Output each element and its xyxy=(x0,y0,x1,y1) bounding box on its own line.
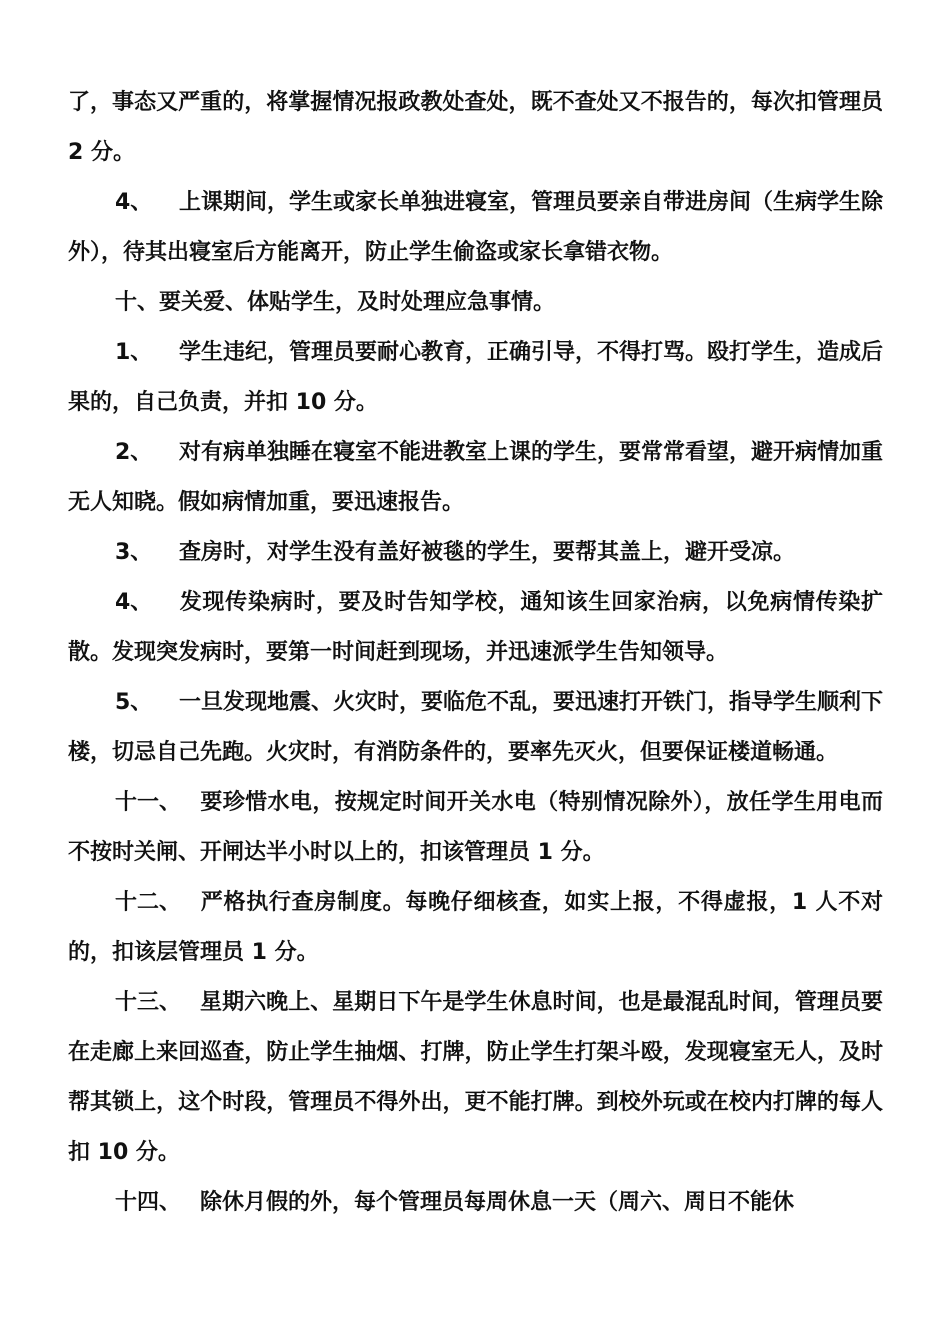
item-number: 3、 xyxy=(115,540,153,565)
section-number: 十二、 xyxy=(115,890,182,915)
paragraph-item xyxy=(68,428,883,528)
paragraph-text: 星期六晚上、星期日下午是学生休息时间，也是最混乱时间，管理员要在走廊上来回巡查，防止学生抽烟、打牌，防止学生打架斗殴，发现寝室无人，及时帮其锁上，这个时段，管理员不得外出，更不能打牌。到校外玩或在校内打牌的每人扣 10 分。 xyxy=(68,990,883,1165)
paragraph-section xyxy=(68,878,883,978)
item-number: 1、 xyxy=(115,340,153,365)
paragraph-text: 学生违纪，管理员要耐心教育，正确引导，不得打骂。殴打学生，造成后果的，自己负责，并扣 10 分。 xyxy=(68,340,884,415)
section-number: 十三、 xyxy=(115,990,182,1015)
paragraph-text: 一旦发现地震、火灾时，要临危不乱，要迅速打开铁门，指导学生顺利下楼，切忌自己先跑。火灾时，有消防条件的，要率先灭火，但要保证楼道畅通。 xyxy=(68,690,884,765)
paragraph-item xyxy=(68,328,883,428)
paragraph-text: 对有病单独睡在寝室不能进教室上课的学生，要常常看望，避开病情加重无人知晓。假如病情加重，要迅速报告。 xyxy=(68,440,884,515)
paragraph-text: 发现传染病时，要及时告知学校，通知该生回家治病，以免病情传染扩散。发现突发病时，要第一时间赶到现场，并迅速派学生告知领导。 xyxy=(68,590,883,665)
paragraph-section xyxy=(68,1178,883,1228)
paragraph-item xyxy=(68,578,883,678)
paragraph-section xyxy=(68,778,883,878)
paragraph-text: 要珍惜水电，按规定时间开关水电（特别情况除外），放任学生用电而不按时关闸、开闸达半小时以上的，扣该管理员 1 分。 xyxy=(68,790,883,865)
paragraph-text: 严格执行查房制度。每晚仔细核查，如实上报，不得虚报，1 人不对的，扣该层管理员 1 分。 xyxy=(68,890,883,965)
paragraph-item xyxy=(68,528,883,578)
section-number: 十四、 xyxy=(115,1190,182,1215)
item-number: 2、 xyxy=(115,440,153,465)
paragraph-text: 上课期间，学生或家长单独进寝室，管理员要亲自带进房间（生病学生除外），待其出寝室后方能离开，防止学生偷盗或家长拿错衣物。 xyxy=(68,190,884,265)
paragraph-text: 十、要关爱、体贴学生，及时处理应急事情。 xyxy=(115,290,556,315)
paragraph-item xyxy=(68,678,883,778)
document-body xyxy=(68,78,883,1228)
paragraph-text: 除休月假的外，每个管理员每周休息一天（周六、周日不能休 xyxy=(200,1190,795,1215)
paragraph-text: 了，事态又严重的，将掌握情况报政教处查处，既不查处又不报告的，每次扣管理员 2 分。 xyxy=(68,90,883,165)
paragraph-text: 查房时，对学生没有盖好被毯的学生，要帮其盖上，避开受凉。 xyxy=(179,540,796,565)
item-number: 4、 xyxy=(115,190,153,215)
paragraph-continuation xyxy=(68,78,883,178)
item-number: 4、 xyxy=(115,590,153,615)
item-number: 5、 xyxy=(115,690,153,715)
section-heading xyxy=(68,278,883,328)
paragraph-item xyxy=(68,178,883,278)
section-number: 十一、 xyxy=(115,790,182,815)
paragraph-section xyxy=(68,978,883,1178)
